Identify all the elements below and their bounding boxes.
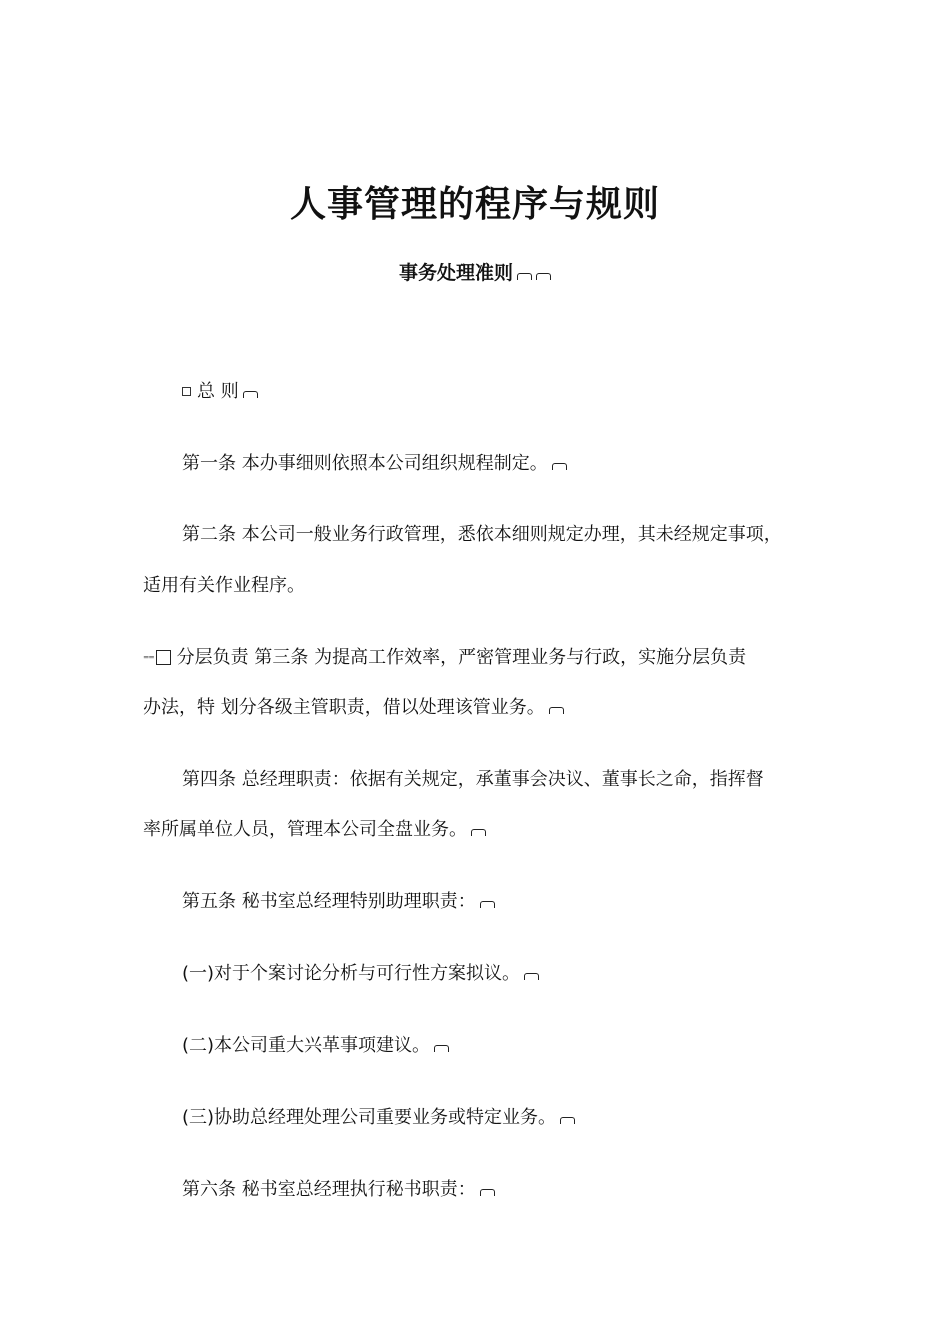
paragraph-mark-icon — [549, 707, 564, 714]
subtitle-text: 事务处理准则 — [398, 262, 513, 284]
paragraph-mark-icon — [480, 901, 495, 908]
article-5-item-1: (一)对于个案讨论分析与可行性方案拟议。 — [182, 959, 822, 989]
paragraph-mark-icon — [471, 829, 486, 836]
dash-marker-icon: ⁼⁼ — [143, 652, 154, 666]
paragraph-mark-icon — [480, 1189, 495, 1196]
article-2-line-2: 适用有关作业程序。 — [143, 575, 305, 596]
paragraph-mark-icon — [560, 1117, 575, 1124]
checkbox-square-icon — [182, 387, 191, 396]
article-2-line-1: 第二条 本公司一般业务行政管理，悉依本细则规定办理，其未经规定事项， — [182, 524, 782, 545]
article-1: 第一条 本办事细则依照本公司组织规程制定。 — [182, 449, 822, 479]
paragraph-mark-icon — [524, 973, 539, 980]
article-5: 第五条 秘书室总经理特别助理职责： — [182, 887, 822, 917]
paragraph-mark-icon — [243, 391, 258, 398]
article-6: 第六条 秘书室总经理执行秘书职责： — [182, 1175, 822, 1205]
article-5-item-3: (三)协助总经理处理公司重要业务或特定业务。 — [182, 1103, 822, 1133]
paragraph-mark-icon — [552, 463, 567, 470]
article-5-item-2: (二)本公司重大兴革事项建议。 — [182, 1031, 822, 1061]
checkbox-square-icon — [156, 650, 171, 665]
section-heading-general: 总 则 — [182, 377, 822, 407]
document-title: 人事管理的程序与规则 — [289, 184, 660, 225]
article-4-line-2: 率所属单位人员，管理本公司全盘业务。 — [143, 815, 823, 845]
article-3-line-1: ⁼⁼ 分层负责 第三条 为提高工作效率，严密管理业务与行政，实施分层负责 — [143, 647, 747, 668]
article-4-line-1: 第四条 总经理职责：依据有关规定，承董事会决议、董事长之命，指挥督 — [182, 769, 764, 790]
paragraph-mark-icon — [434, 1045, 449, 1052]
article-3-line-2: 办法，特 划分各级主管职责，借以处理该管业务。 — [143, 693, 823, 723]
document-subtitle — [0, 258, 950, 285]
paragraph-mark-icon — [536, 273, 551, 280]
paragraph-mark-icon — [517, 273, 532, 280]
